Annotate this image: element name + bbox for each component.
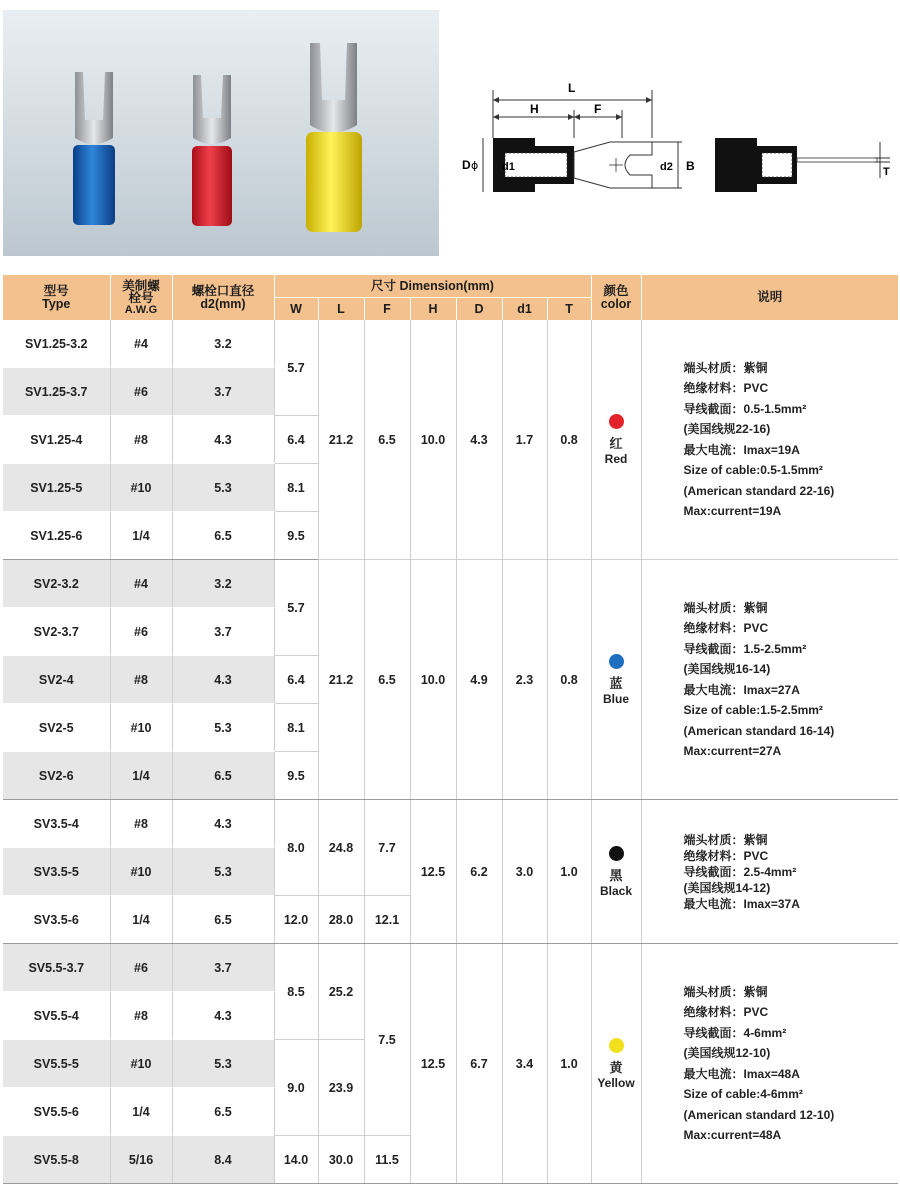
cell-awg: #6	[110, 944, 172, 992]
cell-color: 黑 Black	[591, 800, 641, 944]
header-d2: 螺栓口直径 d2(mm)	[172, 275, 274, 320]
red-terminal	[192, 75, 232, 226]
cell-type: SV5.5-6	[3, 1088, 110, 1136]
cell-W: 5.7	[274, 560, 318, 656]
blue-terminal	[73, 72, 115, 225]
product-photo	[3, 10, 439, 256]
cell-d1: 2.3	[502, 560, 547, 800]
label-T: T	[883, 166, 890, 178]
cell-W: 8.5	[274, 944, 318, 1040]
label-H: H	[530, 102, 539, 116]
cell-description: 端头材质：紫铜 绝缘材料：PVC 导线截面：1.5-2.5mm² (美国线规16-14) 最大电流：Imax=27A Size of cable:1.5-2.5mm² (American standard 16-14) Max:current=27A	[641, 560, 898, 800]
cell-W: 9.5	[274, 752, 318, 800]
cell-F: 6.5	[364, 320, 410, 560]
cell-awg: #6	[110, 368, 172, 416]
cell-d2: 5.3	[172, 464, 274, 512]
cell-type: SV3.5-5	[3, 848, 110, 896]
table-row	[3, 560, 898, 608]
cell-W: 9.0	[274, 1040, 318, 1136]
cell-W: 14.0	[274, 1136, 318, 1184]
label-L: L	[568, 81, 576, 95]
yellow-color-dot	[609, 1038, 624, 1053]
header-D: D	[456, 298, 502, 321]
cell-L: 24.8	[318, 800, 364, 896]
cell-d2: 3.2	[172, 320, 274, 368]
blue-color-dot	[609, 654, 624, 669]
cell-d1: 3.0	[502, 800, 547, 944]
cell-type: SV2-6	[3, 752, 110, 800]
cell-H: 10.0	[410, 560, 456, 800]
cell-d2: 4.3	[172, 656, 274, 704]
cell-description: 端头材质：紫铜 绝缘材料：PVC 导线截面：4-6mm² (美国线规12-10) 最大电流：Imax=48A Size of cable:4-6mm² (American standard 12-10) Max:current=48A	[641, 944, 898, 1184]
yellow-terminal	[306, 43, 362, 232]
header-awg: 美制螺 栓号 A.W.G	[110, 275, 172, 320]
cell-awg: #10	[110, 464, 172, 512]
cell-W: 8.1	[274, 464, 318, 512]
cell-d2: 4.3	[172, 992, 274, 1040]
cell-W: 6.4	[274, 416, 318, 464]
cell-L: 21.2	[318, 560, 364, 800]
cell-type: SV2-3.2	[3, 560, 110, 608]
cell-W: 6.4	[274, 656, 318, 704]
table-row	[3, 320, 898, 368]
cell-F: 7.5	[364, 944, 410, 1136]
cell-awg: #4	[110, 320, 172, 368]
cell-H: 12.5	[410, 944, 456, 1184]
cell-type: SV3.5-4	[3, 800, 110, 848]
cell-awg: #10	[110, 848, 172, 896]
header-dimension: 尺寸 Dimension(mm)	[274, 275, 591, 298]
cell-awg: 1/4	[110, 752, 172, 800]
terminal-photo-graphic	[3, 10, 439, 256]
cell-color: 蓝 Blue	[591, 560, 641, 800]
header-F: F	[364, 298, 410, 321]
cell-d2: 6.5	[172, 896, 274, 944]
header-L: L	[318, 298, 364, 321]
cell-D: 6.2	[456, 800, 502, 944]
table-row	[3, 800, 898, 848]
cell-description: 端头材质：紫铜 绝缘材料：PVC 导线截面：2.5-4mm² (美国线规14-12) 最大电流：Imax=37A	[641, 800, 898, 944]
cell-type: SV2-4	[3, 656, 110, 704]
cell-d1: 3.4	[502, 944, 547, 1184]
cell-awg: #8	[110, 656, 172, 704]
label-d1: d1	[502, 161, 515, 173]
cell-awg: 5/16	[110, 1136, 172, 1184]
cell-awg: 1/4	[110, 512, 172, 560]
cell-type: SV1.25-3.7	[3, 368, 110, 416]
cell-d2: 3.7	[172, 368, 274, 416]
cell-L: 21.2	[318, 320, 364, 560]
cell-color: 黄 Yellow	[591, 944, 641, 1184]
cell-d2: 4.3	[172, 416, 274, 464]
cell-d2: 5.3	[172, 704, 274, 752]
cell-color: 红 Red	[591, 320, 641, 560]
cell-awg: #8	[110, 416, 172, 464]
cell-d2: 5.3	[172, 848, 274, 896]
cell-type: SV1.25-5	[3, 464, 110, 512]
cell-T: 0.8	[547, 320, 591, 560]
label-F: F	[594, 102, 602, 116]
cell-d2: 3.2	[172, 560, 274, 608]
cell-D: 4.9	[456, 560, 502, 800]
cell-L: 25.2	[318, 944, 364, 1040]
cell-T: 1.0	[547, 944, 591, 1184]
cell-type: SV1.25-4	[3, 416, 110, 464]
header-d1: d1	[502, 298, 547, 321]
cell-T: 1.0	[547, 800, 591, 944]
cell-type: SV5.5-5	[3, 1040, 110, 1088]
cell-d2: 4.3	[172, 800, 274, 848]
cell-W: 8.1	[274, 704, 318, 752]
cell-type: SV5.5-4	[3, 992, 110, 1040]
cell-W: 8.0	[274, 800, 318, 896]
cell-type: SV5.5-8	[3, 1136, 110, 1184]
cell-type: SV2-5	[3, 704, 110, 752]
label-d2: d2	[660, 161, 673, 173]
red-color-dot	[609, 414, 624, 429]
cell-F: 11.5	[364, 1136, 410, 1184]
cell-L: 30.0	[318, 1136, 364, 1184]
label-D: D	[462, 158, 471, 172]
cell-d2: 6.5	[172, 512, 274, 560]
cell-L: 23.9	[318, 1040, 364, 1136]
cell-D: 6.7	[456, 944, 502, 1184]
cell-L: 28.0	[318, 896, 364, 944]
cell-F: 7.7	[364, 800, 410, 896]
cell-W: 9.5	[274, 512, 318, 560]
cell-d1: 1.7	[502, 320, 547, 560]
cell-awg: 1/4	[110, 896, 172, 944]
header-type: 型号 Type	[3, 275, 110, 320]
cell-awg: #10	[110, 704, 172, 752]
cell-H: 12.5	[410, 800, 456, 944]
cell-type: SV5.5-3.7	[3, 944, 110, 992]
cell-T: 0.8	[547, 560, 591, 800]
spec-table	[3, 275, 898, 1184]
cell-description: 端头材质：紫铜 绝缘材料：PVC 导线截面：0.5-1.5mm² (美国线规22-16) 最大电流：Imax=19A Size of cable:0.5-1.5mm² (American standard 22-16) Max:current=19A	[641, 320, 898, 560]
cell-d2: 3.7	[172, 944, 274, 992]
dimension-diagram	[450, 72, 900, 212]
cell-d2: 6.5	[172, 752, 274, 800]
cell-awg: #6	[110, 608, 172, 656]
cell-F: 12.1	[364, 896, 410, 944]
header-description: 说明	[641, 275, 898, 320]
cell-awg: #4	[110, 560, 172, 608]
cell-H: 10.0	[410, 320, 456, 560]
black-color-dot	[609, 846, 624, 861]
cell-awg: #8	[110, 992, 172, 1040]
cell-awg: #8	[110, 800, 172, 848]
cell-D: 4.3	[456, 320, 502, 560]
cell-awg: 1/4	[110, 1088, 172, 1136]
cell-W: 5.7	[274, 320, 318, 416]
cell-d2: 3.7	[172, 608, 274, 656]
cell-d2: 5.3	[172, 1040, 274, 1088]
cell-type: SV1.25-6	[3, 512, 110, 560]
cell-type: SV1.25-3.2	[3, 320, 110, 368]
diameter-icon: ϕ	[471, 159, 479, 172]
cell-type: SV2-3.7	[3, 608, 110, 656]
label-B: B	[686, 159, 695, 173]
cell-d2: 6.5	[172, 1088, 274, 1136]
cell-type: SV3.5-6	[3, 896, 110, 944]
cell-F: 6.5	[364, 560, 410, 800]
header-H: H	[410, 298, 456, 321]
header-W: W	[274, 298, 318, 321]
cell-W: 12.0	[274, 896, 318, 944]
header-color: 颜色 color	[591, 275, 641, 320]
cell-d2: 8.4	[172, 1136, 274, 1184]
table-row	[3, 944, 898, 992]
header-T: T	[547, 298, 591, 321]
cell-awg: #10	[110, 1040, 172, 1088]
